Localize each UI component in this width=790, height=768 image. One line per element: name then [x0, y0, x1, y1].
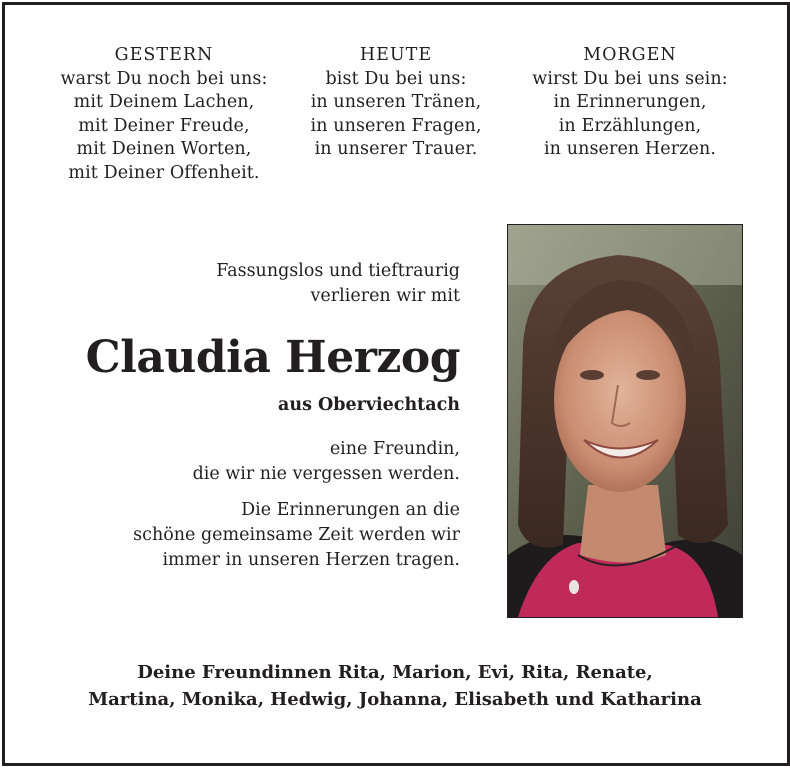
- poem-heading: MORGEN: [583, 45, 677, 65]
- poem-line: in Erinnerungen,: [553, 92, 707, 112]
- poem-heading: HEUTE: [359, 45, 433, 65]
- deceased-name: Claudia Herzog: [85, 332, 460, 383]
- intro-line: Fassungslos und tieftraurig: [216, 261, 460, 281]
- friend-text: [193, 437, 460, 487]
- poem-line: in Erzählungen,: [558, 115, 702, 136]
- friend-line: die wir nie vergessen werden.: [192, 464, 460, 484]
- poem-line: warst Du noch bei uns:: [60, 68, 268, 89]
- intro-line: verlieren wir mit: [310, 286, 460, 306]
- hometown: aus Oberviechtach: [278, 395, 460, 415]
- poem-line: mit Deinem Lachen,: [73, 92, 255, 112]
- signoff-line: Deine Freundinnen Rita, Marion, Evi, Rita, Renate,: [137, 662, 653, 683]
- memories-line: immer in unseren Herzen tragen.: [162, 550, 460, 570]
- friend-line: eine Freundin,: [329, 439, 460, 459]
- intro-text: [216, 259, 460, 309]
- poem-column-gestern: [34, 44, 294, 185]
- poem-column-heute: [266, 44, 526, 162]
- poem-line: in unseren Tränen,: [310, 92, 482, 112]
- memories-line: Die Erinnerungen an die: [241, 500, 460, 520]
- poem-line: mit Deinen Worten,: [76, 139, 252, 159]
- portrait-photo: [507, 224, 743, 618]
- poem-line: in unseren Herzen.: [543, 139, 717, 159]
- signoff: [0, 659, 790, 713]
- memories-text: [133, 498, 460, 573]
- memories-line: schöne gemeinsame Zeit werden wir: [133, 525, 460, 545]
- poem-heading: GESTERN: [114, 45, 214, 65]
- poem-line: mit Deiner Freude,: [78, 115, 250, 136]
- poem-line: bist Du bei uns:: [325, 68, 467, 89]
- poem-line: wirst Du bei uns sein:: [532, 68, 728, 89]
- poem-line: in unseren Fragen,: [310, 115, 482, 136]
- signoff-line: Martina, Monika, Hedwig, Johanna, Elisabeth und Katharina: [88, 689, 702, 710]
- poem-column-morgen: [500, 44, 760, 162]
- poem-line: mit Deiner Offenheit.: [68, 162, 260, 183]
- poem-line: in unserer Trauer.: [314, 139, 478, 159]
